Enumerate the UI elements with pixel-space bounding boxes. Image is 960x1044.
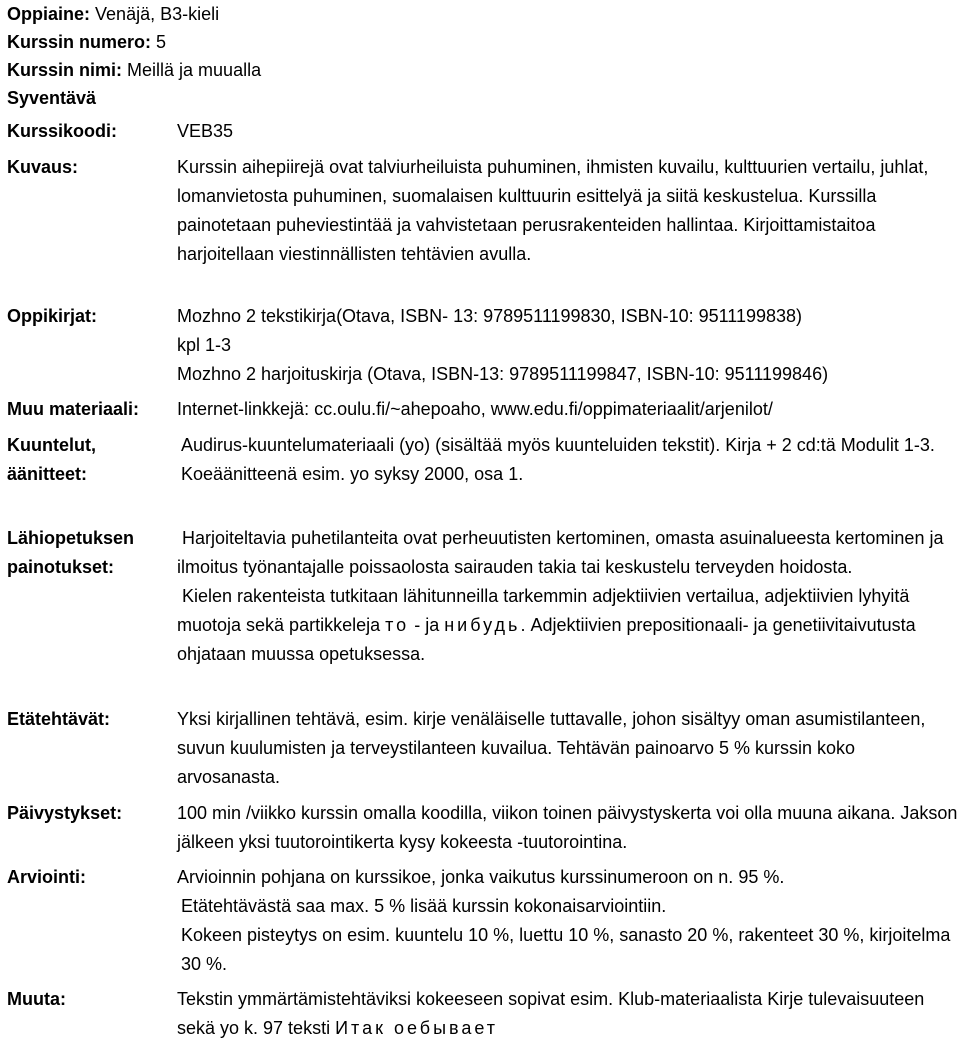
subject-line [7, 0, 957, 28]
description-label: Kuvaus: [7, 157, 79, 177]
emphasis-value [177, 524, 960, 669]
particle-nibud: нибудь [444, 615, 521, 635]
emphasis-paragraph-1 [177, 524, 960, 582]
emphasis-paragraph-1-text: Harjoiteltavia puhetilanteita ovat perheuutisten kertominen, omasta asuinalueesta kertominen ja ilmoitus työnantajalle poissaolosta sairauden takia tai keskustelu terveyden hoidosta. [177, 528, 944, 577]
course-name-label: Kurssin nimi: [7, 60, 123, 80]
other-label: Muuta: [7, 989, 66, 1009]
assessment-label: Arviointi: [7, 867, 86, 887]
emphasis-label: Lähiopetuksen painotukset: [7, 528, 135, 577]
description-value: Kurssin aihepiirejä ovat talviurheiluista puhuminen, ihmisten kuvailu, kulttuurien vertailu, juhlat, lomanvietosta puhuminen, suomalaisen kulttuurin esittelyä ja siitä keskustelua. Kurssilla painotetaan puheviestintää ja vahvistetaan perusrakenteiden hallintaa. Kirjoittamistaitoa harjoitellaan viestinnällisten tehtävien avulla. [177, 157, 929, 264]
textbook-line-2: kpl 1-3 [177, 335, 232, 355]
subject-label: Oppiaine: [7, 4, 91, 24]
course-name-line [7, 56, 957, 84]
listening-label: Kuuntelut, äänitteet: [7, 435, 96, 484]
course-number-label: Kurssin numero: [7, 32, 152, 52]
listening-line-1: Audirus-kuuntelumateriaali (yo) (sisältää myös kuunteluiden tekstit). Kirja + 2 cd:tä Modulit 1-3. [181, 435, 935, 455]
emphasis-paragraph-2 [177, 582, 960, 669]
course-type: Syventävä [7, 88, 97, 108]
course-header [7, 0, 957, 112]
textbooks-label: Oppikirjat: [7, 306, 98, 326]
emphasis-paragraph-2-text-2: - ja [414, 615, 440, 635]
course-type-line [7, 84, 957, 112]
course-number-value: 5 [156, 32, 167, 52]
subject-value: Venäjä, B3-kieli [95, 4, 220, 24]
office-hours-label: Päivystykset: [7, 803, 123, 823]
emphasis-paragraph-2-text-3: . Adjektiivien prepositionaali- ja genetiivitaivutusta ohjataan muussa opetuksessa. [177, 615, 916, 664]
other-value-text: Tekstin ymmärtämistehtäviksi kokeeseen sopivat esim. Klub-materiaalista Kirje tulevaisuuteen sekä yo k. 97 teksti [177, 989, 925, 1038]
listening-line-2: Koeäänitteenä esim. yo syksy 2000, osa 1. [181, 464, 524, 484]
office-hours-value: 100 min /viikko kurssin omalla koodilla, viikon toinen päivystyskerta voi olla muuna aikana. Jakson jälkeen yksi tuutorointikerta kysy kokeesta -tuutorointina. [177, 803, 958, 852]
textbook-line-3: Mozhno 2 harjoituskirja (Otava, ISBN-13: 9789511199847, ISBN-10: 9511199846) [177, 364, 829, 384]
assessment-line-1: Arvioinnin pohjana on kurssikoe, jonka vaikutus kurssinumeroon on n. 95 %. [177, 867, 785, 887]
other-materials-label: Muu materiaali: [7, 399, 140, 419]
distance-tasks-label: Etätehtävät: [7, 709, 111, 729]
course-code-label: Kurssikoodi: [7, 121, 118, 141]
other-materials-value: Internet-linkkejä: cc.oulu.fi/~ahepoaho, www.edu.fi/oppimateriaalit/arjenilot/ [177, 399, 773, 419]
distance-tasks-value: Yksi kirjallinen tehtävä, esim. kirje venäläiselle tuttavalle, johon sisältyy oman asumistilanteen, suvun kuulumisten ja terveystilanteen kuvailua. Tehtävän painoarvo 5 % kurssin koko arvosanasta. [177, 709, 926, 787]
course-code-value: VEB35 [177, 121, 234, 141]
assessment-line-3: Kokeen pisteytys on esim. kuuntelu 10 %, luettu 10 %, sanasto 20 %, rakenteet 30 %, kirjoitelma 30 %. [181, 925, 951, 974]
textbook-line-1: Mozhno 2 tekstikirja(Otava, ISBN- 13: 9789511199830, ISBN-10: 9511199838) [177, 306, 803, 326]
course-number-line [7, 28, 957, 56]
assessment-value [177, 863, 960, 979]
assessment-line-2: Etätehtävästä saa max. 5 % lisää kurssin kokonaisarviointiin. [181, 896, 667, 916]
other-value [177, 985, 960, 1043]
emphasis-paragraph-2-text-1: Kielen rakenteista tutkitaan lähitunneilla tarkemmin adjektiivien vertailua, adjektiivien lyhyitä muotoja sekä partikkeleja [177, 586, 910, 635]
text-title-itak: Итак оебывает [335, 1018, 499, 1038]
particle-to: то [385, 615, 410, 635]
course-name-value: Meillä ja muualla [127, 60, 262, 80]
textbooks-value [177, 302, 960, 389]
listening-value [177, 431, 960, 489]
